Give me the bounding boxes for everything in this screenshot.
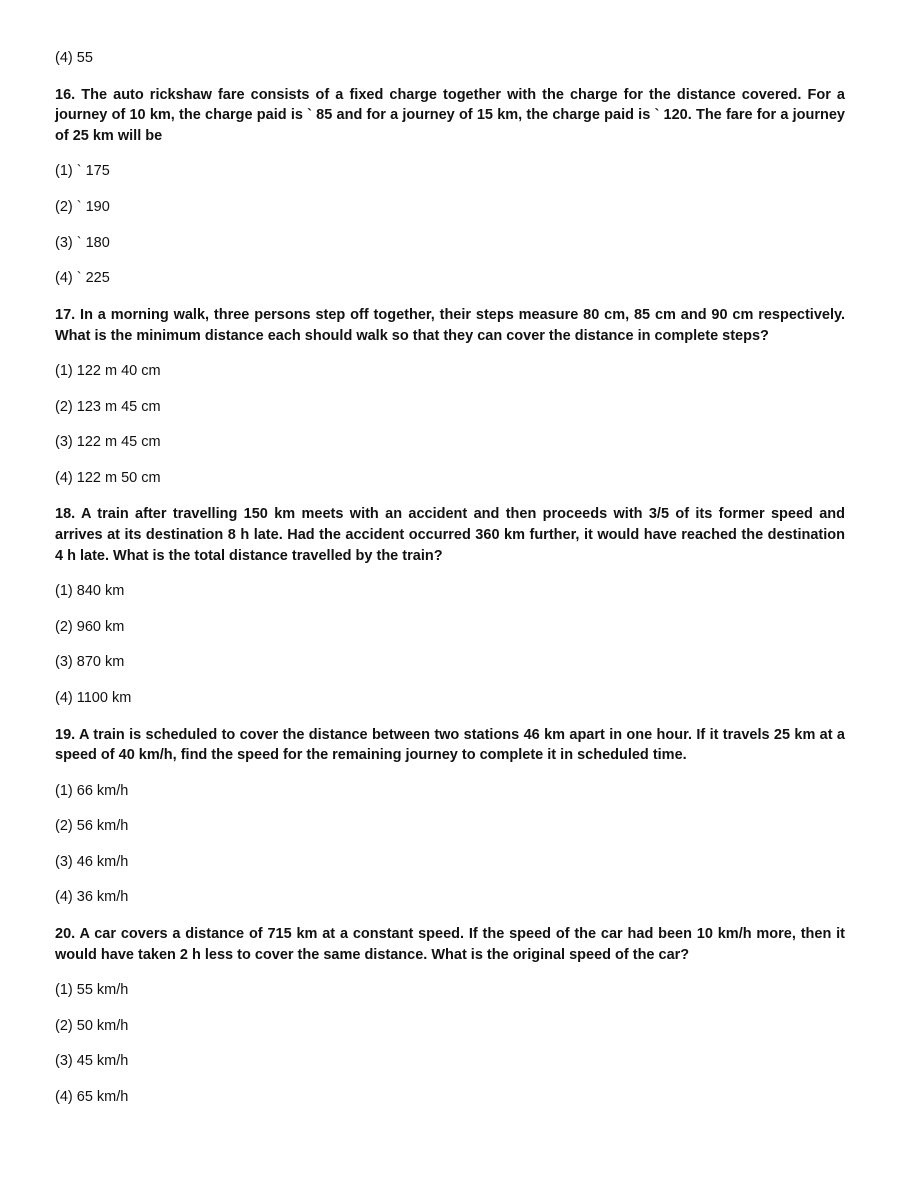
option: (2) 960 km (55, 618, 125, 635)
option: (3) 870 km (55, 654, 125, 671)
option: (4) 36 km/h (55, 889, 129, 906)
option: (4) ` 225 (55, 270, 110, 287)
question-16 (55, 85, 845, 288)
option: (2) 56 km/h (55, 818, 129, 835)
option: (3) 46 km/h (55, 853, 129, 870)
question-19 (55, 725, 845, 907)
question-number: 20. (55, 926, 76, 943)
option: (2) 50 km/h (55, 1017, 129, 1034)
question-text (55, 725, 845, 767)
option: (1) 55 km/h (55, 982, 129, 999)
document-page (55, 49, 845, 1124)
question-text (55, 305, 845, 347)
question-20 (55, 924, 845, 1106)
leading-option: (4) 55 (55, 50, 93, 66)
question-body: A train is scheduled to cover the distance between two stations 46 km apart in one hour. If it travels 25 km at a speed of 40 km/h, find the speed for the remaining journey to complete it in scheduled time. (55, 726, 845, 764)
question-text (55, 85, 845, 147)
option: (2) ` 190 (55, 199, 110, 216)
question-text (55, 924, 845, 966)
option: (4) 122 m 50 cm (55, 469, 161, 486)
option: (1) ` 175 (55, 163, 110, 180)
option: (3) 45 km/h (55, 1053, 129, 1070)
option: (4) 1100 km (55, 690, 132, 706)
question-text (55, 504, 845, 566)
option: (4) 65 km/h (55, 1088, 129, 1105)
question-number: 16. (55, 86, 76, 103)
question-body: A car covers a distance of 715 km at a constant speed. If the speed of the car had been 10 km/h more, then it would have taken 2 h less to cover the same distance. What is the original speed of the car? (55, 926, 846, 963)
option: (1) 66 km/h (55, 782, 129, 799)
option: (3) 122 m 45 cm (55, 434, 161, 451)
question-body: A train after travelling 150 km meets with an accident and then proceeds with 3/5 of its former speed and arrives at its destination 8 h late. Had the accident occurred 360 km further, it would have reached the destination 4 h late. What is the total distance travelled by the train? (55, 506, 845, 564)
option: (3) ` 180 (55, 234, 110, 251)
question-number: 18. (55, 506, 76, 523)
option: (2) 123 m 45 cm (55, 398, 161, 415)
option: (1) 122 m 40 cm (55, 362, 161, 379)
question-body: The auto rickshaw fare consists of a fixed charge together with the charge for the distance covered. For a journey of 10 km, the charge paid is ` 85 and for a journey of 15 km, the charge paid is ` 120. The fare for a journey of 25 km will be (55, 86, 845, 145)
question-number: 19. (55, 726, 76, 743)
question-body: In a morning walk, three persons step off together, their steps measure 80 cm, 85 cm and 90 cm respectively. What is the minimum distance each should walk so that they can cover the distance in complete steps? (55, 306, 846, 344)
question-18 (55, 504, 845, 707)
question-number: 17. (55, 306, 76, 323)
question-17 (55, 305, 845, 487)
option: (1) 840 km (55, 583, 125, 600)
